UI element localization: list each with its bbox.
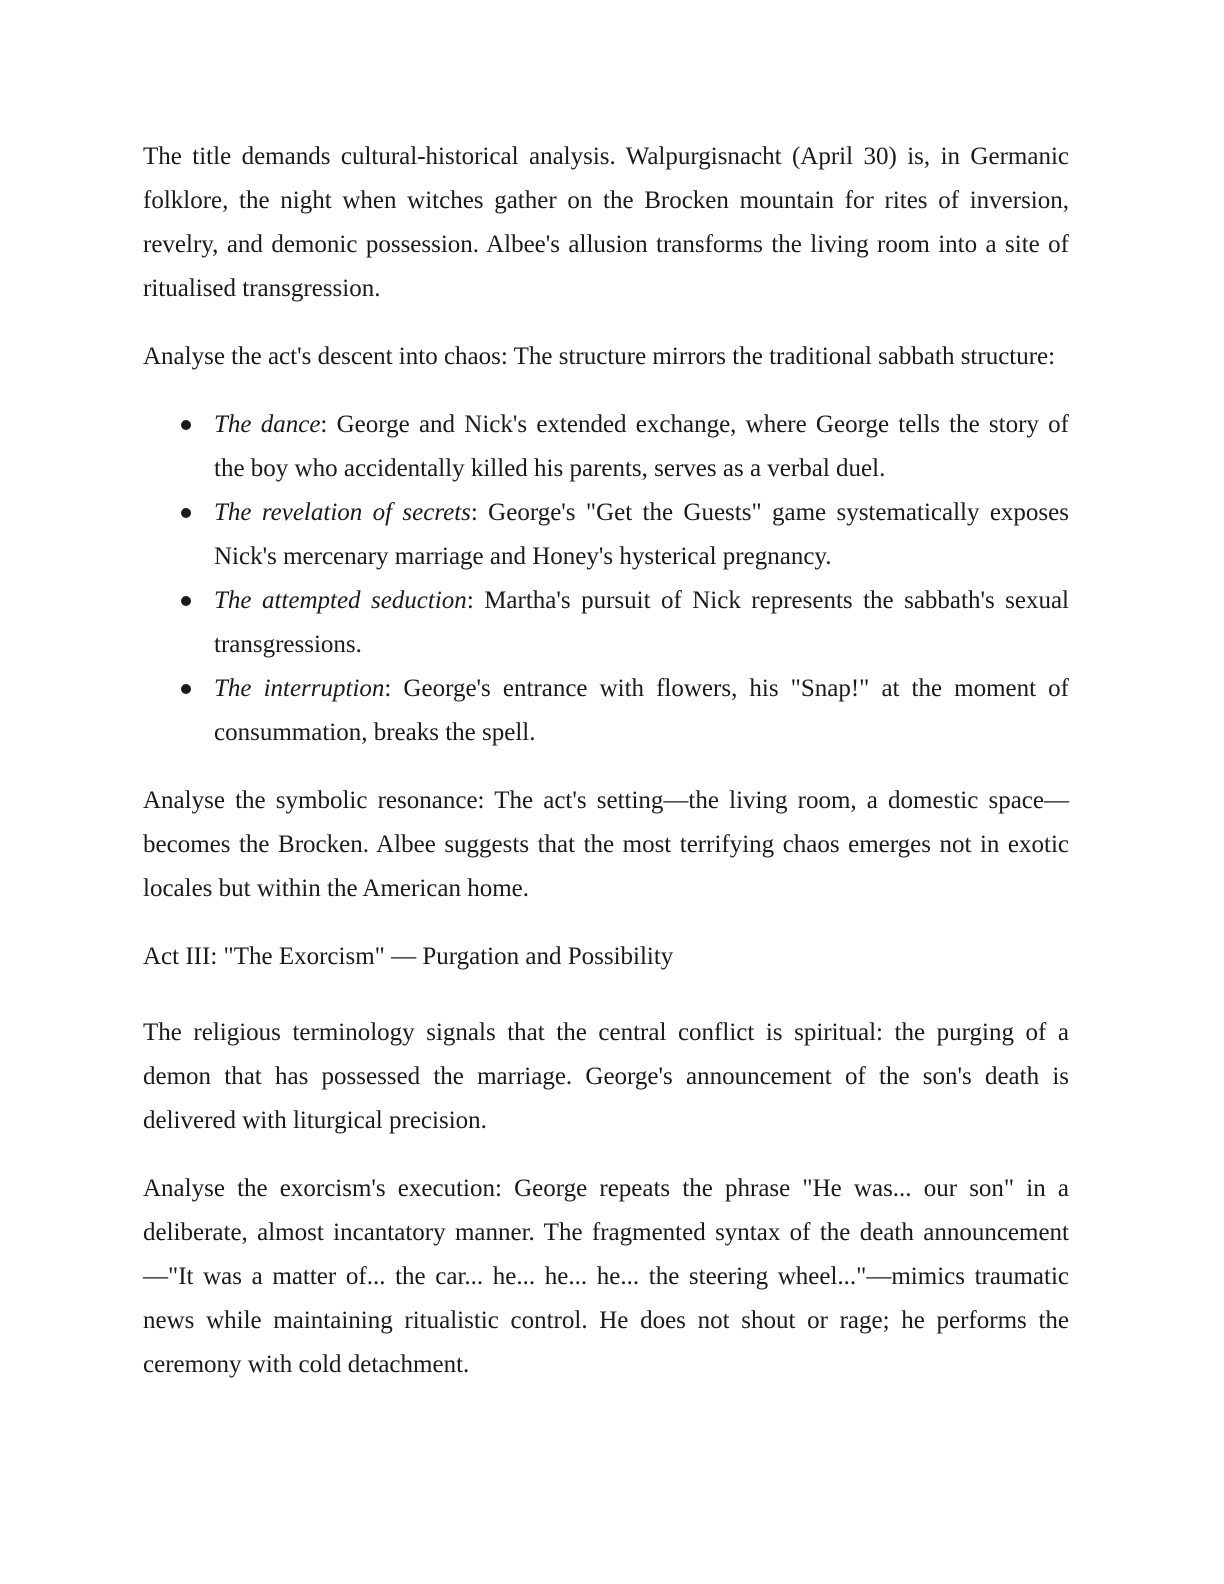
bullet-icon — [181, 420, 191, 430]
list-item — [214, 579, 1069, 667]
list-item-text: : George and Nick's extended exchange, where George tells the story of the boy who accidentally killed his parents, serves as a verbal duel. — [214, 411, 1069, 482]
bullet-icon — [181, 596, 191, 606]
list-item-term: The dance — [214, 411, 321, 438]
list-item — [214, 491, 1069, 579]
bullet-icon — [181, 684, 191, 694]
paragraph-exorcism-execution: Analyse the exorcism's execution: George repeats the phrase "He was... our son" in a deliberate, almost incantatory manner. The fragmented syntax of the death announcement—"It was a matter of... the car... he... he... he... the steering wheel..."—mimics traumatic news while maintaining ritualistic control. He does not shout or rage; he performs the ceremony with cold detachment. — [143, 1175, 1069, 1378]
paragraph-religious-terminology: The religious terminology signals that the central conflict is spiritual: the purging of a demon that has possessed the marriage. George's announcement of the son's death is delivered with liturgical precision. — [143, 1019, 1069, 1134]
list-item-term: The revelation of secrets — [214, 499, 471, 526]
bullet-icon — [181, 508, 191, 518]
section-heading: Act III: "The Exorcism" — Purgation and Possibility — [143, 943, 674, 970]
paragraph-symbolic-resonance: Analyse the symbolic resonance: The act's setting—the living room, a domestic space—becomes the Brocken. Albee suggests that the most terrifying chaos emerges not in exotic locales but within the American home. — [143, 787, 1069, 902]
sabbath-structure-list — [143, 403, 1069, 755]
document-page — [143, 135, 1069, 1387]
list-item-text: : George's entrance with flowers, his "Snap!" at the moment of consummation, breaks the spell. — [214, 675, 1069, 746]
list-item — [214, 667, 1069, 755]
paragraph-descent: Analyse the act's descent into chaos: The structure mirrors the traditional sabbath structure: — [143, 343, 1056, 370]
list-item-text: : Martha's pursuit of Nick represents the sabbath's sexual transgressions. — [214, 587, 1070, 658]
list-item-term: The interruption — [214, 675, 385, 702]
list-item-term: The attempted seduction — [214, 587, 467, 614]
paragraph-walpurgisnacht: The title demands cultural-historical analysis. Walpurgisnacht (April 30) is, in Germanic folklore, the night when witches gather on the Brocken mountain for rites of inversion, revelry, and demonic possession. Albee's allusion transforms the living room into a site of ritualised transgression. — [143, 143, 1069, 302]
list-item — [214, 403, 1069, 491]
list-item-text: : George's "Get the Guests" game systematically exposes Nick's mercenary marriage and Honey's hysterical pregnancy. — [214, 499, 1069, 570]
